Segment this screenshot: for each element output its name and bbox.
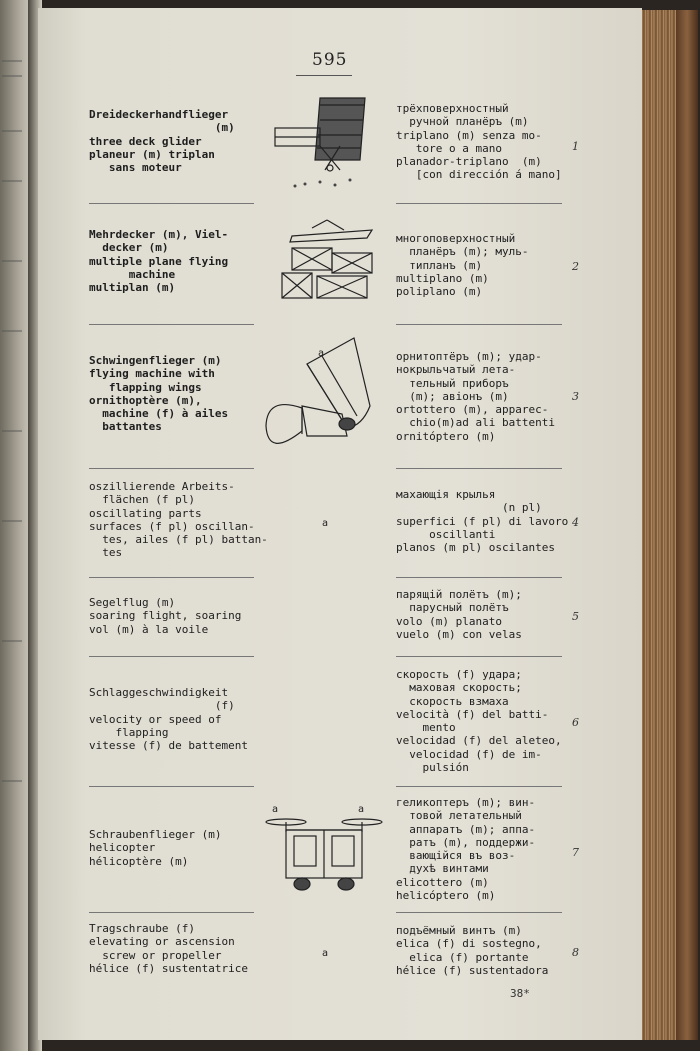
multiplane-illustration bbox=[272, 218, 382, 308]
entry-3-german-english-french: Schwingenflieger (m) flying machine with flapping wings ornithoptère (m), machine (f) à ailes battantes bbox=[89, 354, 229, 434]
entry-divider bbox=[396, 468, 562, 469]
entry-5-number: 5 bbox=[572, 610, 579, 623]
entry-divider bbox=[89, 786, 254, 787]
entry-8-russian-italian-spanish: подъёмный винтъ (m) elica (f) di sostegno, elica (f) portante hélice (f) sustentadora bbox=[396, 924, 549, 977]
entry-divider bbox=[396, 912, 562, 913]
book-cover-edge bbox=[676, 10, 698, 1040]
page-number: 595 bbox=[312, 50, 348, 70]
page-number-rule bbox=[296, 75, 352, 76]
entry-1-number: 1 bbox=[572, 140, 579, 153]
entry-6-number: 6 bbox=[572, 716, 579, 729]
entry-7-german-english-french: Schraubenflieger (m) helicopter hélicoptère (m) bbox=[89, 828, 222, 868]
helicopter-label-a-right: a bbox=[358, 804, 365, 815]
entry-3-number: 3 bbox=[572, 390, 579, 403]
entry-6-german-english-french: Schlaggeschwindigkeit (f) velocity or speed of flapping vitesse (f) de battement bbox=[89, 686, 248, 753]
entry-divider bbox=[396, 577, 562, 578]
entry-8-number: 8 bbox=[572, 946, 579, 959]
entry-6-russian-italian-spanish: скорость (f) удара; маховая скорость; скорость взмаха velocità (f) del batti- mento velocidad (f) del aleteo, velocidad (f) de im- pulsión bbox=[396, 668, 562, 775]
signature-mark: 38* bbox=[510, 987, 530, 1000]
triplane-glider-illustration bbox=[265, 90, 380, 200]
entry-4-number: 4 bbox=[572, 516, 579, 529]
entry-divider bbox=[396, 786, 562, 787]
entry-divider bbox=[89, 656, 254, 657]
adjacent-left-page bbox=[0, 0, 30, 1051]
entry-1-russian-italian-spanish: трёхповерхностный ручной планёръ (m) triplano (m) senza mo- tore o a mano planador-triplano (m) [con dirección á mano] bbox=[396, 102, 562, 182]
entry-5-german-english-french: Segelflug (m) soaring flight, soaring vol (m) à la voile bbox=[89, 596, 242, 636]
entry-divider bbox=[396, 324, 562, 325]
entry-divider bbox=[89, 203, 254, 204]
entry-8-center-label: a bbox=[322, 948, 329, 959]
entry-3-russian-italian-spanish: орнитоптёръ (m); удар- нокрыльчатый лета- тельный приборъ (m); авіонъ (m) ortottero (m), apparec- chio(m)ad ali battenti ornitóptero (m) bbox=[396, 350, 555, 443]
entry-divider bbox=[89, 577, 254, 578]
entry-8-german-english-french: Tragschraube (f) elevating or ascension screw or propeller hélice (f) sustentatrice bbox=[89, 922, 248, 975]
entry-5-russian-italian-spanish: парящій полётъ (m); парусный полётъ volo (m) planato vuelo (m) con velas bbox=[396, 588, 522, 641]
entry-7-number: 7 bbox=[572, 846, 579, 859]
page-edges bbox=[640, 10, 698, 1040]
helicopter-illustration bbox=[264, 812, 384, 902]
ornithopter-label-a: a bbox=[318, 348, 325, 359]
entry-divider bbox=[396, 656, 562, 657]
entry-divider bbox=[396, 203, 562, 204]
entry-divider bbox=[89, 468, 254, 469]
entry-2-russian-italian-spanish: многоповерхностный планёръ (m); муль- типланъ (m) multiplano (m) poliplano (m) bbox=[396, 232, 529, 299]
helicopter-label-a-left: a bbox=[272, 804, 279, 815]
entry-2-number: 2 bbox=[572, 260, 579, 273]
entry-7-russian-italian-spanish: геликоптеръ (m); вин- товой летательный аппаратъ (m); аппа- ратъ (m), поддержи- вающійся въ воз- духѣ винтами elicottero (m) helicóptero (m) bbox=[396, 796, 536, 903]
entry-divider bbox=[89, 912, 254, 913]
entry-1-german-english-french: Dreideckerhandflieger (m) three deck glider planeur (m) triplan sans moteur bbox=[89, 108, 235, 175]
entry-4-german-english-french: oszillierende Arbeits- flächen (f pl) oscillating parts surfaces (f pl) oscillan- tes, ailes (f pl) battan- tes bbox=[89, 480, 268, 560]
entry-4-russian-italian-spanish: махающія крылья (n pl) superfici (f pl) di lavoro oscillanti planos (m pl) oscilantes bbox=[396, 488, 569, 555]
entry-4-center-label: a bbox=[322, 518, 329, 529]
entry-divider bbox=[89, 324, 254, 325]
entry-2-german-english-french: Mehrdecker (m), Viel- decker (m) multiple plane flying machine multiplan (m) bbox=[89, 228, 229, 295]
